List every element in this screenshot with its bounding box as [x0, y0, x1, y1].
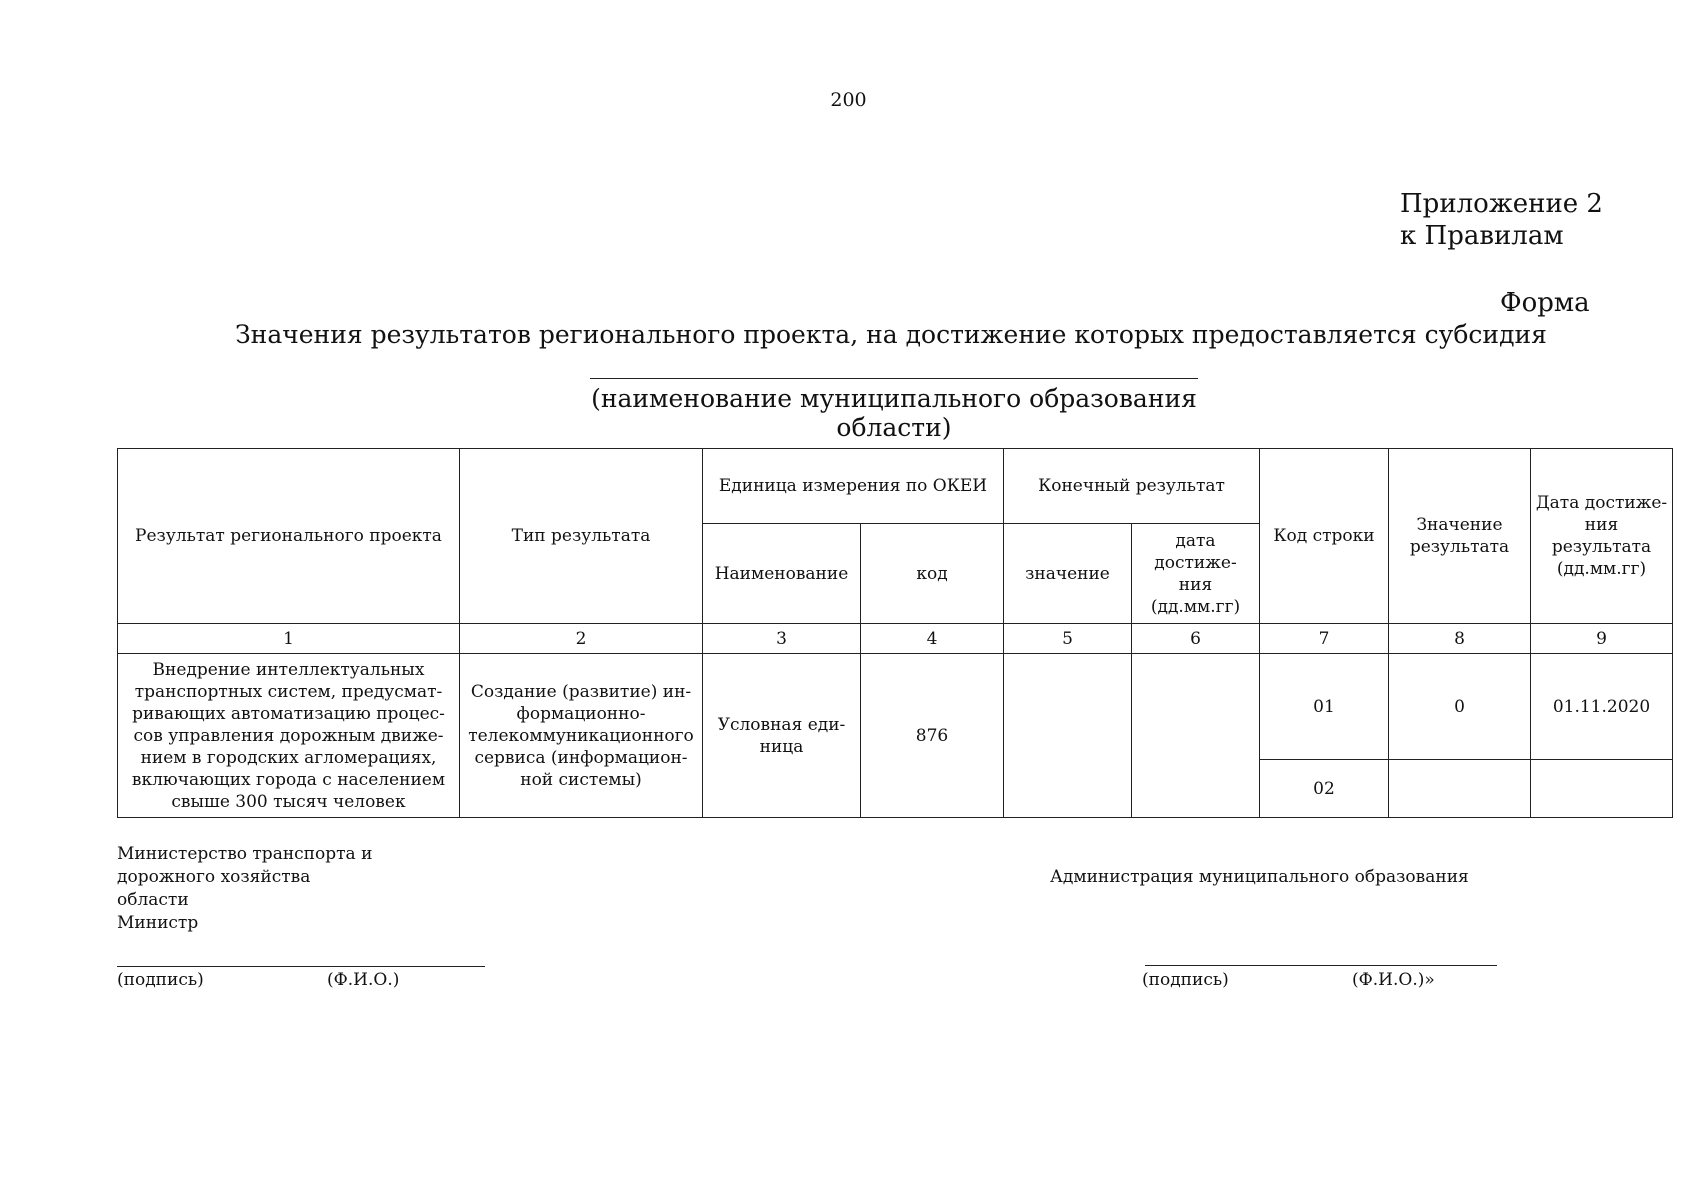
header-result-date: Дата достиже- ния результата (дд.мм.гг) [1531, 449, 1673, 624]
fio-caption-left: (Ф.И.О.) [327, 970, 400, 990]
header-final-value: значение [1004, 524, 1132, 624]
column-number: 5 [1004, 624, 1132, 654]
ministry-signatory: Министерство транспорта и дорожного хозяйства области Министр [117, 844, 373, 933]
page-number: 200 [830, 89, 867, 111]
cell-final-date [1132, 654, 1260, 818]
municipality-caption: (наименование муниципального образования области) [591, 384, 1197, 442]
column-number: 3 [703, 624, 861, 654]
column-number: 6 [1132, 624, 1260, 654]
form-label: Форма [1500, 288, 1590, 318]
signature-line-right [1145, 965, 1497, 966]
results-table [117, 448, 1673, 818]
header-final-group: Конечный результат [1004, 449, 1260, 524]
header-row-code: Код строки [1260, 449, 1389, 624]
column-number: 8 [1389, 624, 1531, 654]
cell-result-value [1389, 760, 1531, 818]
cell-result-date [1531, 760, 1673, 818]
document-title: Значения результатов регионального проекта, на достижение которых предоставляется субсидия [235, 320, 1547, 349]
column-number: 9 [1531, 624, 1673, 654]
appendix-header [1400, 188, 1603, 252]
cell-row-code: 02 [1260, 760, 1389, 818]
appendix-line2: к Правилам [1400, 221, 1564, 251]
cell-final-value [1004, 654, 1132, 818]
header-result: Результат регионального проекта [118, 449, 460, 624]
header-unit-group: Единица измерения по ОКЕИ [703, 449, 1004, 524]
appendix-line1: Приложение 2 [1400, 189, 1603, 219]
fio-caption-right: (Ф.И.О.)» [1352, 970, 1435, 990]
cell-result-value: 0 [1389, 654, 1531, 760]
column-number: 1 [118, 624, 460, 654]
cell-unit-name: Условная еди- ница [703, 654, 861, 818]
cell-type: Создание (развитие) ин- формационно- телекоммуникационного сервиса (информацион- ной системы) [460, 654, 703, 818]
signature-caption-left: (подпись) [117, 970, 204, 990]
cell-result-date: 01.11.2020 [1531, 654, 1673, 760]
cell-row-code: 01 [1260, 654, 1389, 760]
header-unit-name: Наименование [703, 524, 861, 624]
column-number: 7 [1260, 624, 1389, 654]
header-final-date: дата достиже- ния (дд.мм.гг) [1132, 524, 1260, 624]
signature-caption-right: (подпись) [1142, 970, 1229, 990]
municipality-blank-line [590, 378, 1198, 379]
cell-result: Внедрение интеллектуальных транспортных систем, предусмат- ривающих автоматизацию процес- сов управления дорожным движе- нием в городских агломерациях, включающих города с населением свыше 300 тысяч человек [118, 654, 460, 818]
cell-unit-code: 876 [861, 654, 1004, 818]
header-type: Тип результата [460, 449, 703, 624]
signature-line-left [117, 966, 485, 967]
column-number: 4 [861, 624, 1004, 654]
municipality-signatory: Администрация муниципального образования [1050, 867, 1469, 887]
header-result-value: Значение результата [1389, 449, 1531, 624]
header-unit-code: код [861, 524, 1004, 624]
column-number: 2 [460, 624, 703, 654]
